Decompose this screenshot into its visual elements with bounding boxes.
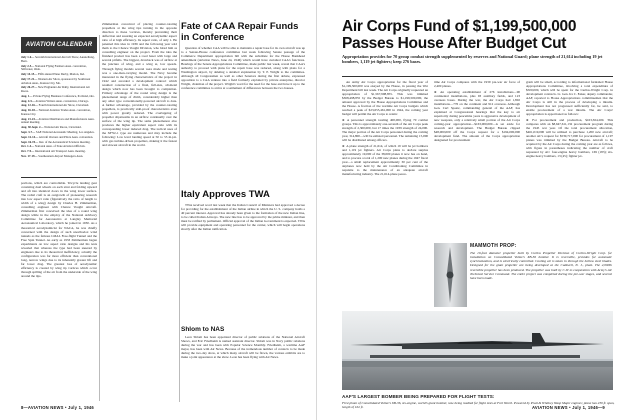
mammoth-prop-heading: MAMMOTH PROP: bbox=[470, 243, 517, 249]
calendar-event-text: Fifth annual Plane Derby, Marion, Ind. bbox=[37, 72, 85, 76]
calendar-event-text: New Englander Air Rally, International Air Races. bbox=[21, 85, 90, 93]
air-corps-text-3: gram will be small, according to informational furnished House Appropriations Committee, involving a total expenditure of $500,000, which will be spent for the Curtiss-Wright Corp. in development contracts. Lt. Gen. Ira C. Eaker, deputy commander, AAF, reported to House Appropriations committeemen that the Air Corps is still in the process of developing a missile. Development has not progressed sufficiently far, he said, to enable procurement of a war missile. The Air Corps' appropriation is apportioned as follows: bbox=[526, 80, 613, 117]
calendar-rule bbox=[21, 177, 97, 178]
air-corps-bullet-personnel: ► A personnel strength totaling 400,000, flying 70 combat groups. This is approximately one-seventh of the Air Corps peak strength of 2,300,000, but 17 times the 1939 strength of 24,000. The major portion of the Air Corps personnel during the coming year, 314,800—will be enlisted personnel. The remaining 15,000 will be distributed among officers. bbox=[342, 117, 428, 143]
photo-caption: First photo of Consolidated Vultee's XB-36, six-engine, world's giant bomber, now being readied for flight tests at Fort Worth. Powered by Pratt & Whitney Wasp Major engines; plane has 230 ft. span, length of 162 ft. bbox=[342, 401, 615, 410]
deck-rule bbox=[342, 76, 613, 77]
main-headline: Air Corps Fund of $1,199,500,000 Passes House After Budget Cut bbox=[342, 18, 577, 52]
air-corps-text-1: An Army Air Corps appropriation for the fiscal year of $1,199,500,000 was okayed by the House, in passing the War Department bill last week. The Air Corps originally requested an appropriation of $1,567,998,855. This was trimmed $368,498,855 by the Budget Bureau to $1,199,500,000, the amount approved by the House Appropriations Committee and the House. A fraction of the wartime Air Corps budgets which reached a peak of $23,655,461,000 in 1944, the coming year budget will permit the Air Corps to retain: bbox=[342, 80, 428, 117]
mammoth-prop-text: The 19-foot diameter propeller built by Curtiss Propeller Division of Curtiss-Wright Corp. for installation on Consolidated Vultee's XB-36 bomber. It is reversible, provides for automatic synchronization, and is electrically controlled. Cooling air is taken in through the hollow steel blades. Designed for the giant propeller are being developed at the Caldwell, N. J., plant. The 2,000th reversible propeller has been produced. The propeller was built by C-W to cooperation with Army's Air Technical Service Command. The entire project was completed during the pre-war stages, and several have been made. bbox=[470, 251, 612, 280]
calendar-event-date: July 1-6— bbox=[21, 56, 35, 59]
calendar-event-date: Aug. 16-18— bbox=[21, 108, 38, 113]
air-corps-text-2: time Air Corps compares with the 1939 pre-war air force of 2,400 planes. bbox=[434, 80, 520, 89]
air-corps-bullet-planes: ► A plane strength of 21,614, of which 19 will be jet bombers and 1,119 jet fighters. Air Corps plans to declare surplus approximately 19,000 of the 38,000 planes it now has on hand, and to procure a total of 1,200 new planes during the 1947 fiscal year—a small replacement approximately 30 per cent of the airplanes now held by the Air Conditioning Committee in requisite to the maintenance of an adequate aircraft manufacturing industry. The 21,614-plane peace- bbox=[342, 143, 428, 177]
twa-story-text: TWA received word last week that the Italian Council of Ministers had approved a decree for providing for the establishment of the Italian airline in which the U. S. company holds a 40 percent interest. Approval has already been given to the formation of the new Italian line, to be called Italian Airways. The new line has to be approved by the prime minister, and then must be ratified by parliament. Official approval of the Italian Government is expected. TWA will provide equipment and operating personnel for the carrier, which will begin operations shortly after the Italian ratification. bbox=[181, 203, 305, 232]
column-divider bbox=[99, 35, 100, 401]
calendar-event-text: Inst. of the Aeronautical Sciences meeting. bbox=[38, 139, 91, 144]
left-column-3-story-1 bbox=[181, 46, 305, 186]
calendar-event-date: Sept. 12-14— bbox=[21, 134, 39, 139]
left-page-folio: 8—AVIATION NEWS • July 1, 1946 bbox=[21, 405, 94, 410]
calendar-event-text: National Flying Farmers Assn. convention, Stillwater, Okla. bbox=[21, 63, 87, 72]
headline-italy-approves-twa: Italy Approves TWA bbox=[181, 189, 270, 200]
calendar-event-text: National Assn. of State Aviation Officials. bbox=[34, 144, 86, 149]
calendar-event-date: Sept. 3-7— bbox=[21, 129, 36, 134]
calendar-event-text: Aviation Writers Assn. convention, Chicago. bbox=[34, 98, 89, 103]
calendar-event-date: Nov. 17-19— bbox=[21, 153, 38, 158]
calendar-event-date: Sept. 16-19— bbox=[21, 139, 39, 144]
calendar-event-date: Oct. 7-9— bbox=[21, 149, 35, 154]
xb36-bomber-photo bbox=[342, 311, 613, 390]
calendar-event-text: Fourth International Air Show, Cleveland. bbox=[37, 103, 90, 108]
air-corps-bullet-procurement: ► For procurement and production, $163,364,200. This compares with an $8,647,611,132 procurement program during the 1945 war year. Of the total procurement allocation, $461,019,000 will be utilized to purchase 1,200 new aircraft; another AC's request for $539,717,000 for procurement of 1,197 planes was trimmed by the Budget Bureau. Aircraft to be acquired by the Air Corps during the coming year are as follows, with figure in parentheses indicating the number of craft requested by AC: four-engine heavy bombers, 169 (183); six-engine heavy bombers, 13 (45); fighter jet- bbox=[526, 117, 613, 159]
calendar-event-text: National Aviation Trades Assn. convention, Kansas City. bbox=[21, 108, 91, 116]
calendar-event-text: National Air Races, Cleveland. bbox=[43, 125, 82, 130]
calendar-event bbox=[21, 78, 97, 85]
calendar-event bbox=[21, 109, 97, 116]
headline-shlom-to-nas: Shlom to NAS bbox=[181, 326, 225, 333]
calendar-event-date: July 2-5— bbox=[21, 63, 35, 68]
right-column-1 bbox=[342, 80, 428, 307]
calendar-event-date: Aug. 12-16— bbox=[21, 103, 38, 108]
calendar-event-text: Aircraft Owners and Pilots Assn. convention. bbox=[38, 134, 94, 139]
column-divider bbox=[179, 20, 180, 402]
bomber-silhouette-icon bbox=[342, 311, 613, 390]
caa-story-text: Question of whether CAA will be able to maintain a repair base for its own aircraft was up to a Senate-House conference committee last week following Senate passage of the Commerce Department appropriation bill with the substitute for the House Bankhead amendment (Aviation News, June 24, 1946) which would have curtailed CAA's functions. Hearings of the Senate Appropriations Committee, made public last week, reveal that CAA's authority to proceed with plans for the repair base was reduced, along with plans for a Washington airport, by deleting a detailed explanation by T. P. Wright to the committee. Although all Congressmen as well as other Senators during the first debate, expressed opposition to a CAA venture into a field formerly exploited by private enterprise, director Wright, chairman of the project. Wright's word for the need for the base and have it up to the conference committee to arrive at a settlement of differences between the two houses. bbox=[181, 46, 305, 91]
calendar-event-text: Southeastern Airport Managers Assn. bbox=[37, 153, 84, 158]
calendar-event bbox=[21, 86, 97, 93]
right-page-folio: AVIATION NEWS • July 1, 1946—9 bbox=[532, 405, 605, 410]
calendar-event-text: Seventh International Aircraft Show, Ausstellung, Bern. bbox=[21, 56, 95, 63]
left-column-2 bbox=[102, 22, 177, 402]
left-col2-text: Zimmerman conceived of placing counter-rotating propellers at the wing tips turning in the opposite direction to these vortices, thereby preventing their deflection and assuring an expected aerodynamic aspect ratio of at high efficiency. Its aspect ratio, of only 1. He patented this idea in 1936 and the following year sold them to the Chance Vought Division, who hired him as consulting engineer on the project. From the idea the finished product has been a road beset with large and several pitfalls. The biggest, drawback was of airflow at the juncture of wing, and a wing at, low speeds. Through flying models several were made and testing was a one-man-carrying model. The Navy became interested in the flying characteristics of the project in 1942 and awarded a development contract which resulted construction of a final, full-size, all-metal design which now has been brought to completion. Primary advantage of the round wing design is the phenomenal range of climb, considerably higher than any other type conventionally-powered aircraft to date. A further advantage, provided by the counter-rotating propellers, is practically stall-proof characteristics even with power greatly reduced. The overlapping of propeller slipstreams in an airflow continually over the surface of the wing tip. The same phenomenon also produces the higher equivalent aspect ratio with its corresponding lower induced drag. The tactical uses of the XF5U-1 type are numerous and may include the following: Low level landing speed at 50 to 55 m.p.h. with gas turbine-driven propellers, making it the fastest and slowest aircraft in the world. bbox=[102, 22, 177, 148]
calendar-event-text: SAE National Aeronautic Meeting, Los Angeles. bbox=[35, 129, 95, 134]
propeller-photo bbox=[434, 243, 467, 307]
calendar-event-text: Private Flying Business Conference, Portland, Ore. bbox=[32, 93, 95, 98]
left-column-3-story-3 bbox=[181, 335, 305, 402]
right-column-2 bbox=[434, 80, 520, 240]
calendar-event bbox=[21, 65, 97, 72]
right-column-3 bbox=[526, 80, 613, 240]
calendar-event-date: Aug. 4-5— bbox=[21, 98, 35, 103]
left-column-3-story-2 bbox=[181, 203, 305, 325]
calendar-event-date: July 17-21— bbox=[21, 76, 38, 81]
left-column-1 bbox=[21, 181, 97, 401]
calendar-event-date: Aug. 30-Sept. 2— bbox=[21, 125, 44, 130]
calendar-event bbox=[21, 155, 97, 159]
calendar-event bbox=[21, 118, 97, 125]
mammoth-prop-caption bbox=[470, 243, 612, 280]
calendar-event-date: July 26-27— bbox=[21, 85, 38, 90]
headline-caa-repair-funds: Fate of CAA Repair Funds in Conference bbox=[181, 21, 299, 43]
calendar-event-text: Western Air Show, sponsored by Southwest Aviation Assn., Kansas City, Mo. bbox=[21, 76, 91, 85]
page-gutter bbox=[316, 0, 317, 420]
shlom-story-text: Leon Shlom has been appointed director of public relations of the National Aircraft Shows, and Eric Friedheim is named assistant director. Shlom was in Navy public relations during the war and has been with Popular Science Monthly. Friedheim, a wartime AAF major, has been with Air News. Because of the tremendous number of contacts to be made during the two-day show, at which many aircraft will be flown, the various exhibits are to make a joint appearance at the show. Leon has been flying with Air News. bbox=[181, 335, 305, 360]
calendar-event-date: Aug. 1— bbox=[21, 93, 33, 98]
photo-caption-heading: AAF'S LARGEST BOMBER BEING PREPARED FOR FLIGHT TESTS: bbox=[342, 394, 495, 399]
calendar-event-date: Oct. 1-4— bbox=[21, 144, 35, 149]
calendar-event-text: Aviation Distributors and Manufacturers Assn. annual meeting. bbox=[21, 116, 95, 125]
calendar-event-date: Aug. 21-23— bbox=[21, 116, 38, 121]
calendar-event-text: International Air Transport Assn. meeting. bbox=[34, 149, 86, 154]
propeller-blade-icon bbox=[434, 243, 467, 307]
aviation-calendar bbox=[21, 56, 97, 160]
calendar-banner: AVIATION CALENDAR bbox=[21, 37, 97, 53]
headline-deck: Appropriation provides for 70 group combat strength supplemented by reserves and National Guard; plane strength of 21,614 including 19 jet bombers, 1,119 jet fighters; keep 276 bases. bbox=[342, 54, 603, 65]
calendar-event bbox=[21, 56, 97, 63]
air-corps-bullet-installations: ► An operating establishment of 276 installations—90 continental installations, plus 93 auxiliary fields, and 123 overseas bases. During the war, the Air Corps had 1,802 installations—776 on the continent and 912 overseas. Although Gen. Carl Spaatz, commanding general of the AAF, has explained at Congressional hearings that the key to air superiority during peacetime years is aggressive development of new weapons, only a relatively small portion of the Air Corps coming-year appropriation—$163,000,000—is set aside for research and development. The Budget Bureau clipped $48,000,000 off the Corps request for a $194,000,000 development fund. The amount of the Corps appropriation designated for procurement bbox=[434, 89, 520, 143]
calendar-event-date: July 14-15— bbox=[21, 72, 38, 76]
left-col1-text: portions, which are controllable. Tricycle landing gear consisting dual wheels on each strut and folding upward and aft into identical doors in the wing lower surface. The radial craft is an outgrowth of pioneering research into low aspect ratio (figuratively the ratio of length to width of a wing) design by Charles H. Zimmerman, consulting engineer with Chance Vought Aircraft. Zimmerman first conceived the idea of a round wing design while in the employ of the National Advisory Committee for Aeronautics at Langley Memorial Aeronautical Laboratory, which he joined in 1930. As a theoretical aerodynamicist for NACA, he was chiefly concerned with the design of such unorthodox wind tunnels as the famous LMAL Free-flight Tunnel and the Free Spin Tunnel. As early as 1933 Zimmerman began experiments on low aspect ratio designs and his tests revealed that whereas the type had been sneered by engineers due to its theoretical inefficiency, actually the configuration was far more efficient than conventional long, narrow wings due to its inherently greater lift and far lower drag. The greatest loss of aerodynamic efficiency is created by wing tip vortices which occur through spilling of the air from the underside of the wing around the tips. bbox=[21, 181, 97, 279]
